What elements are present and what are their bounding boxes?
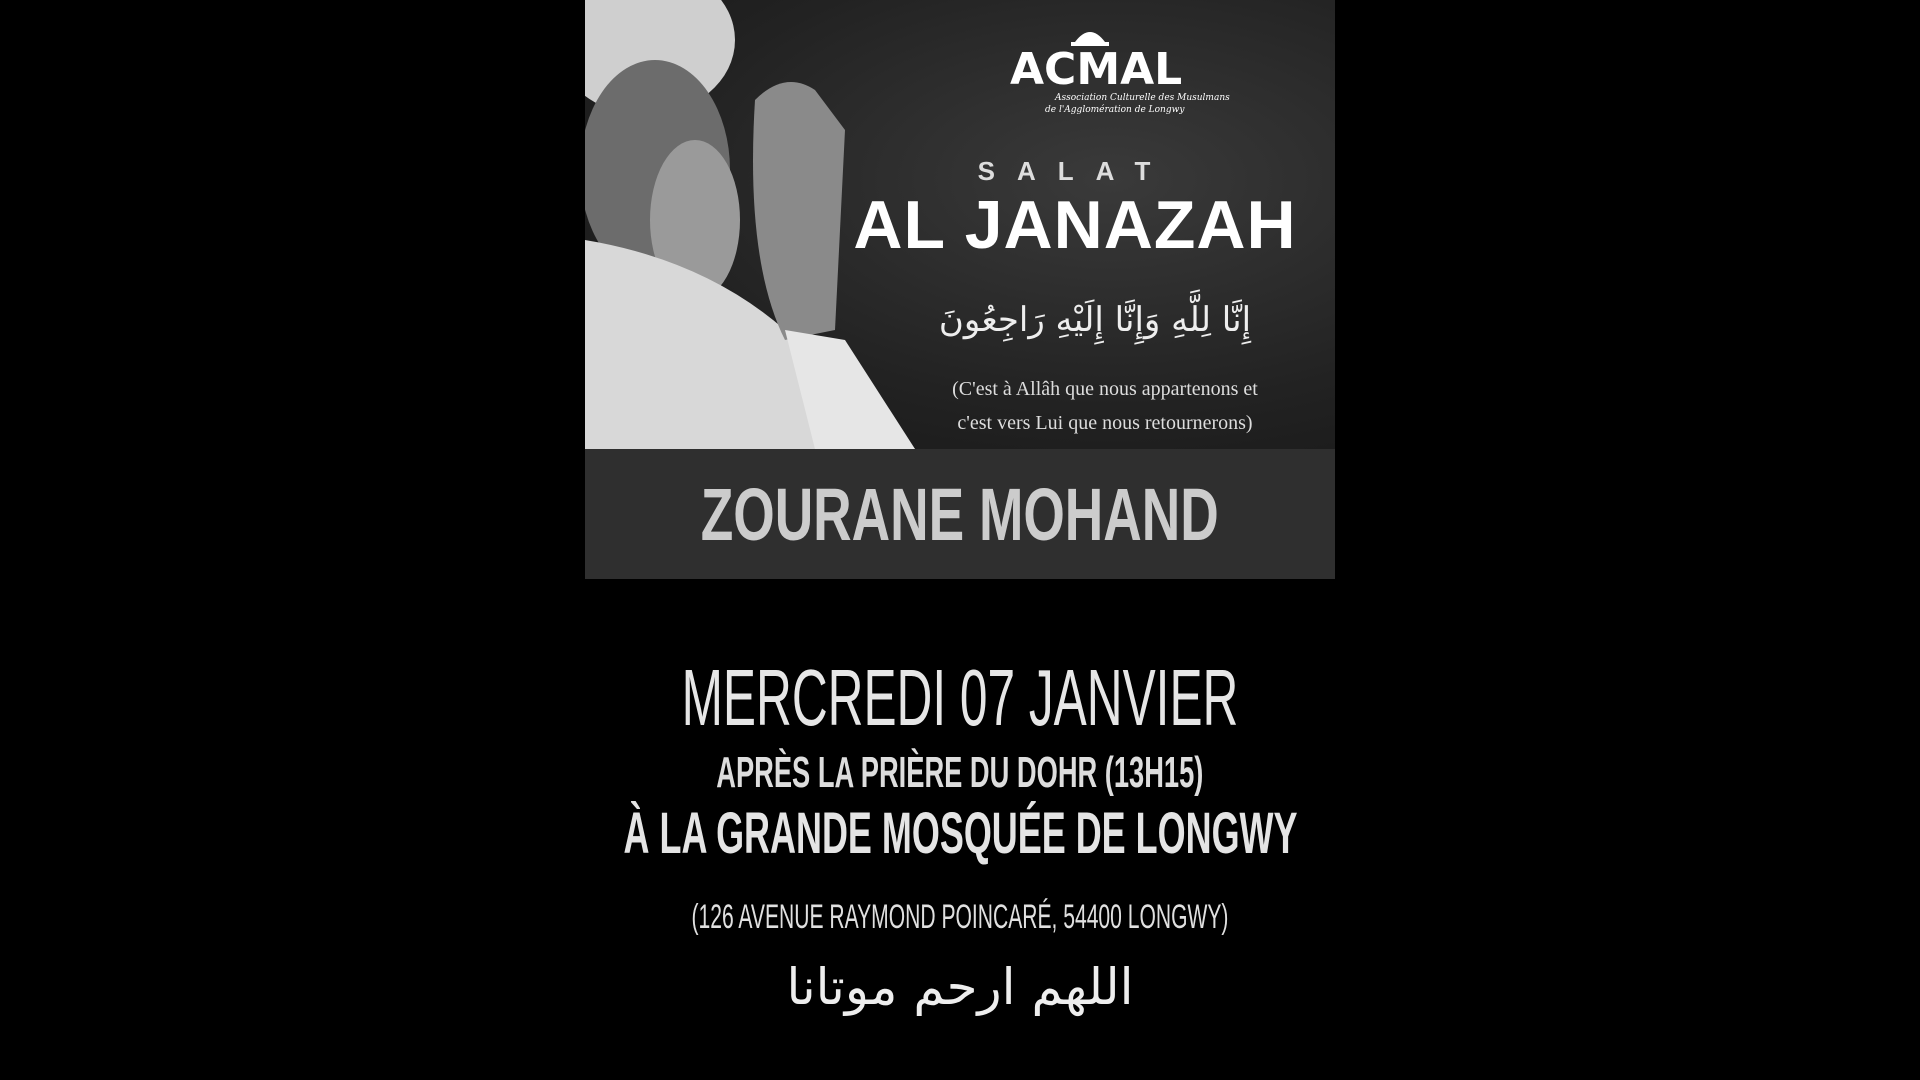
- date-text: MERCREDI 07 JANVIER: [681, 653, 1239, 742]
- address-line: [0, 898, 1920, 937]
- quran-verse: إِنَّا لِلَّهِ وَإِنَّا إِلَيْهِ رَاجِعُونَ: [938, 300, 1252, 340]
- deceased-name: ZOURANE MOHAND: [701, 472, 1219, 556]
- janazah-poster: [585, 0, 1335, 579]
- address-text: (126 AVENUE RAYMOND POINCARÉ, 54400 LONGWY): [691, 898, 1229, 936]
- translation-line-2: c'est vers Lui que nous retournerons): [957, 412, 1253, 434]
- poster-title: AL JANAZAH: [853, 187, 1297, 263]
- time-line: [0, 748, 1920, 798]
- acmal-logo: [965, 12, 1235, 122]
- svg-text:ACMAL: ACMAL: [1010, 44, 1183, 95]
- crescent-mosque-logo-icon: [965, 12, 1235, 122]
- svg-text:de l'Agglomération de Longwy: de l'Agglomération de Longwy: [1045, 105, 1185, 115]
- praying-man-photo: [585, 0, 1335, 449]
- verse-translation: [915, 372, 1295, 440]
- place-line: [0, 800, 1920, 867]
- svg-text:Association Culturelle des Mus: Association Culturelle des Musulmans: [1055, 93, 1230, 103]
- place-text: À LA GRANDE MOSQUÉE DE LONGWY: [623, 801, 1297, 866]
- date-line: [0, 652, 1920, 744]
- salat-label: SALAT: [977, 156, 1173, 186]
- time-text: APRÈS LA PRIÈRE DU DOHR (13H15): [716, 748, 1204, 797]
- translation-line-1: (C'est à Allâh que nous appartenons et: [952, 378, 1258, 400]
- name-bar: [585, 449, 1335, 579]
- dua-text: اللهم ارحم موتانا: [786, 958, 1134, 1016]
